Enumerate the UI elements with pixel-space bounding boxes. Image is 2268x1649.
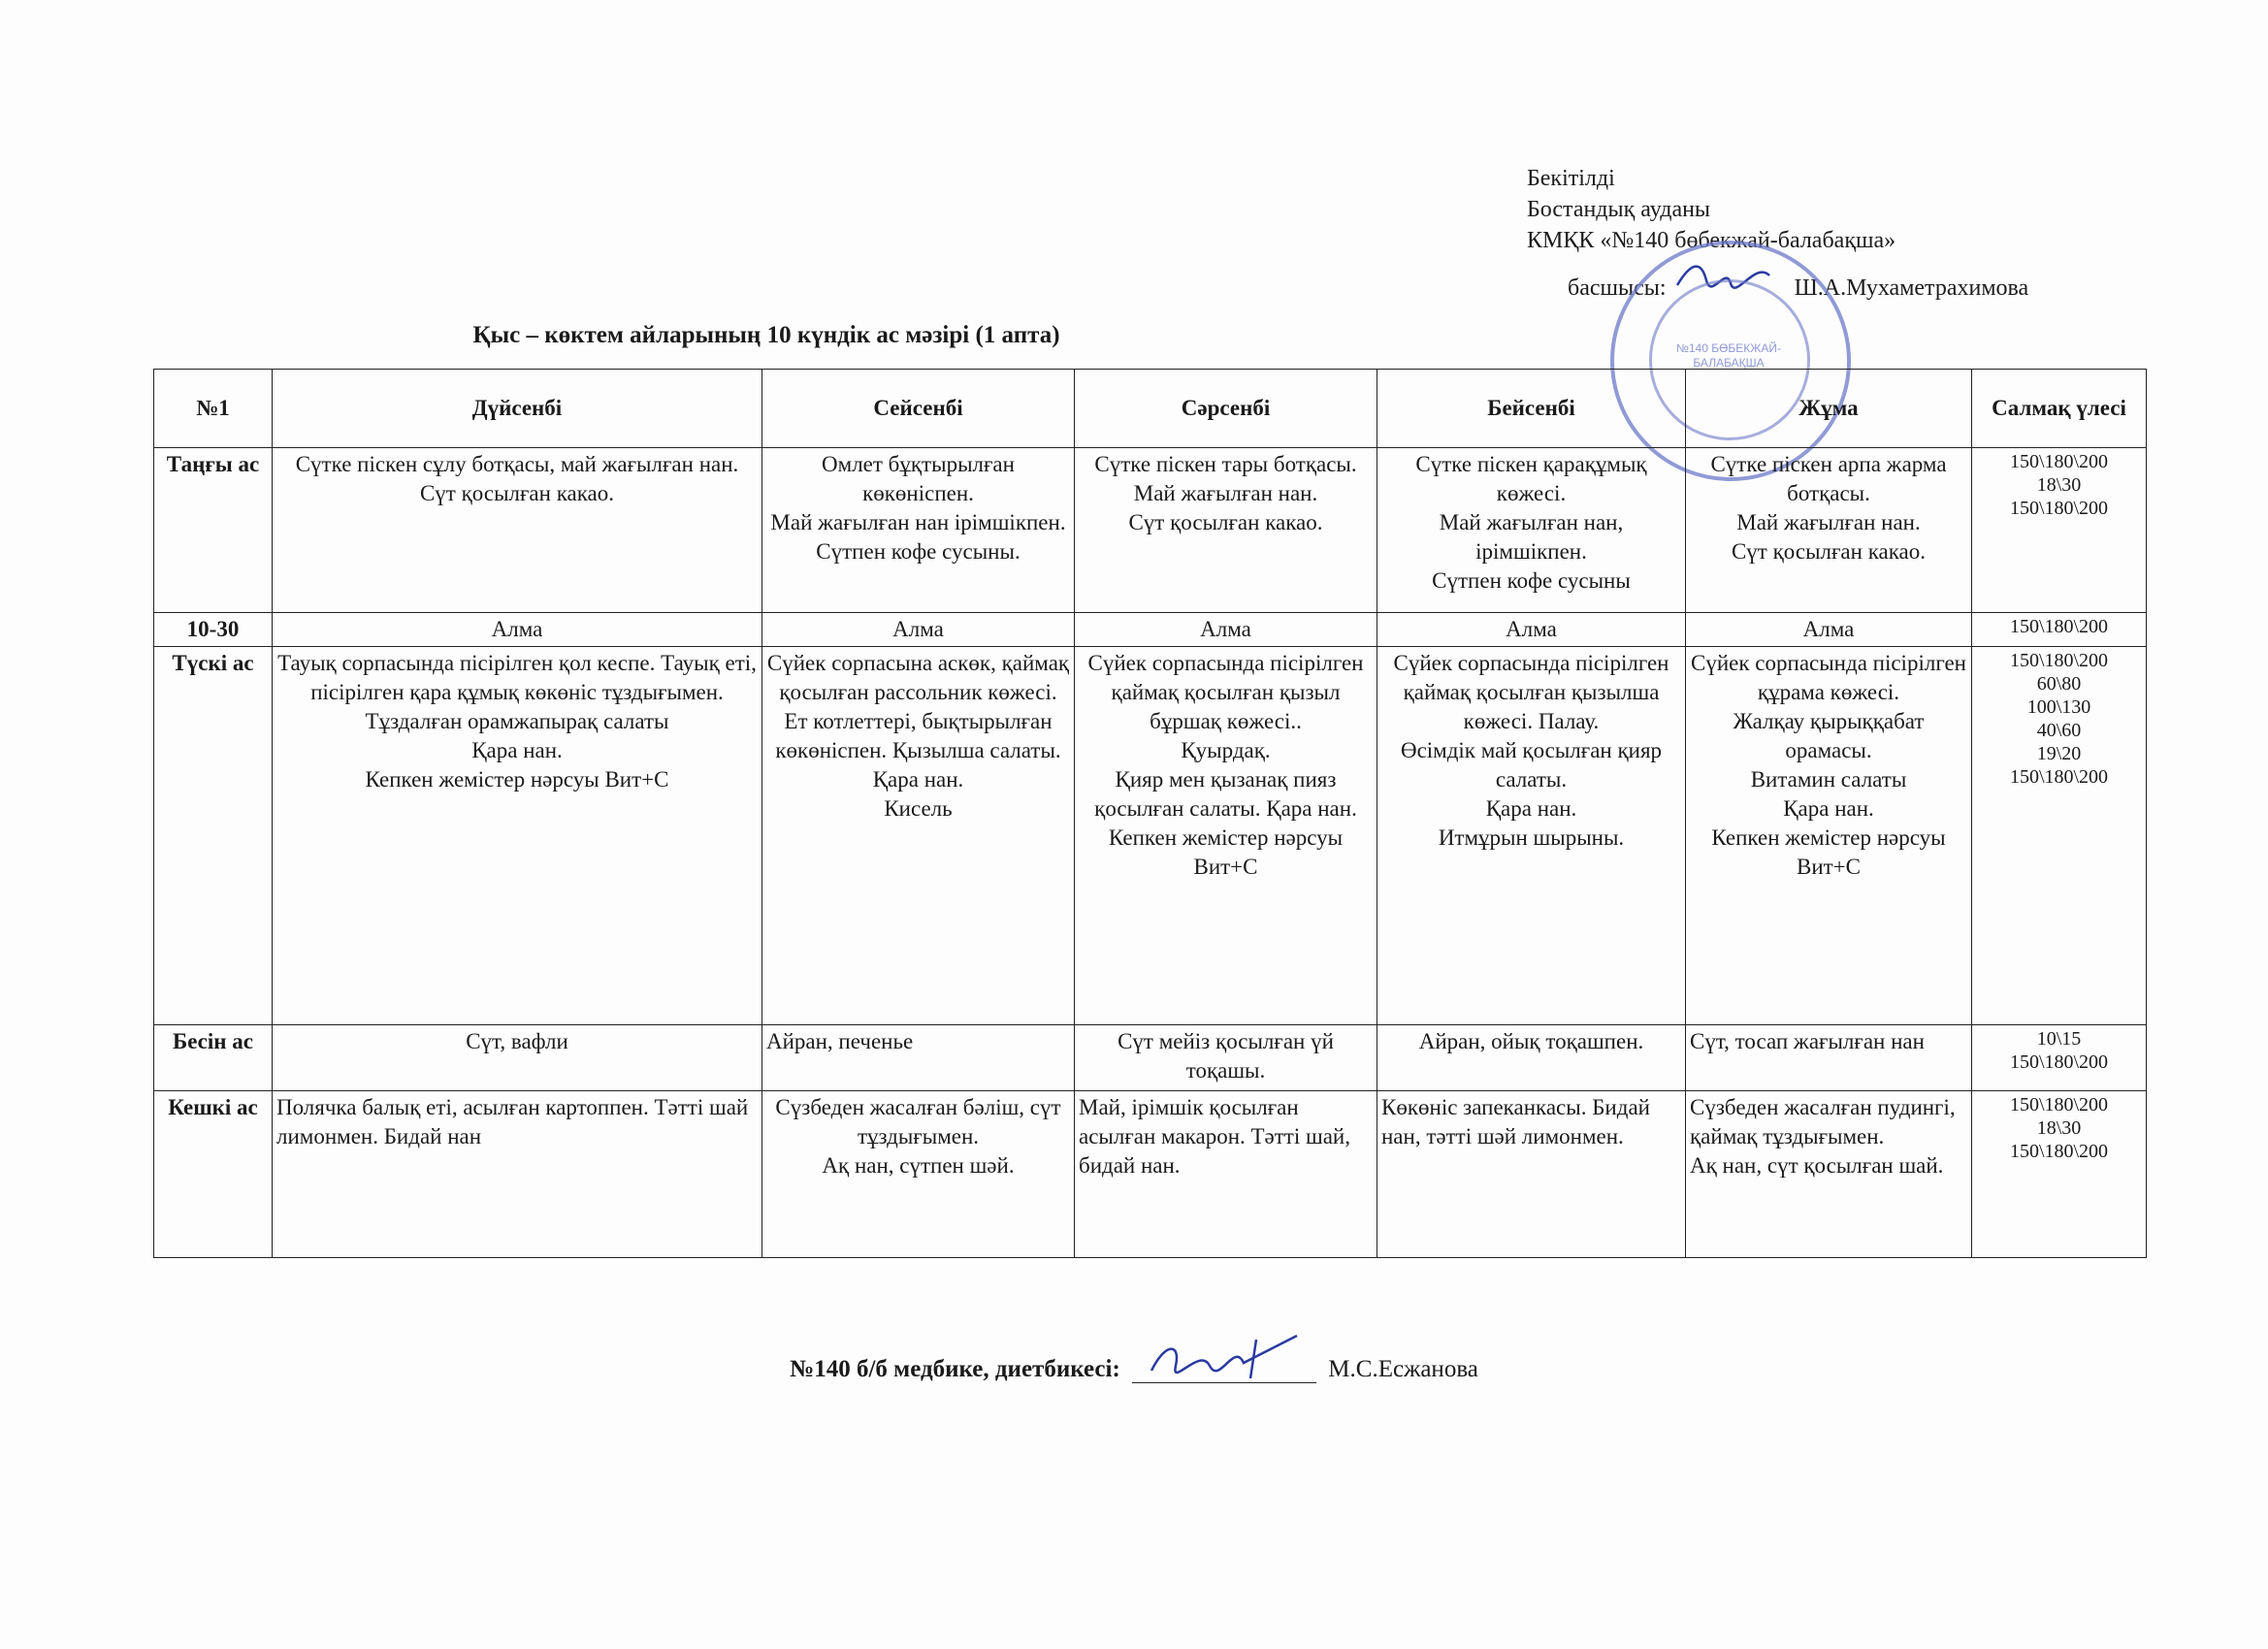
menu-cell: Сүйек сорпасында пісірілген қаймақ қосылған қызылша көжесі. Палау. Өсімдік май қосылған қияр салаты. Қара нан. Итмұрын шырыны. <box>1377 647 1686 1025</box>
menu-cell: Сүтке піскен арпа жарма ботқасы. Май жағылған нан. Сүт қосылған какао. <box>1686 448 1972 613</box>
menu-cell: Алма <box>762 613 1075 647</box>
approval-district: Бостандық ауданы <box>1527 197 1711 222</box>
weight-cell: 150\180\200 60\80 100\130 40\60 19\20 150\180\200 <box>1972 647 2147 1025</box>
weight-cell: 150\180\200 <box>1972 613 2147 647</box>
header-friday: Жұма <box>1686 370 1972 448</box>
director-name: Ш.А.Мухаметрахимова <box>1794 275 2029 301</box>
header-tuesday: Сейсенбі <box>762 370 1075 448</box>
header-weight: Салмақ үлесі <box>1972 370 2147 448</box>
footer-label: №140 б/б медбике, диетбикесі: <box>790 1356 1120 1382</box>
nurse-signature <box>1132 1361 1316 1383</box>
header-wednesday: Сәрсенбі <box>1075 370 1377 448</box>
header-thursday: Бейсенбі <box>1377 370 1686 448</box>
meal-label: Түскі ас <box>154 647 273 1025</box>
menu-cell: Сүзбеден жасалған бәліш, сүт тұздығымен. Ақ нан, сүтпен шәй. <box>762 1091 1075 1258</box>
meal-label: Таңғы ас <box>154 448 273 613</box>
menu-cell: Алма <box>1686 613 1972 647</box>
table-row-breakfast <box>154 448 2147 613</box>
menu-cell: Сүтке піскен қарақұмық көжесі. Май жағылған нан, ірімшікпен. Сүтпен кофе сусыны <box>1377 448 1686 613</box>
menu-cell: Көкөніс запеканкасы. Бидай нан, тәтті шәй лимонмен. <box>1377 1091 1686 1258</box>
menu-table <box>153 369 2147 1258</box>
menu-cell: Сүтке піскен сұлу ботқасы, май жағылған нан. Сүт қосылған какао. <box>273 448 762 613</box>
menu-cell: Алма <box>273 613 762 647</box>
menu-title: Қыс – көктем айларының 10 күндік ас мәзірі (1 апта) <box>472 322 1060 348</box>
menu-cell: Сүт мейіз қосылған үй тоқашы. <box>1075 1025 1377 1091</box>
menu-cell: Сүт, вафли <box>273 1025 762 1091</box>
table-header-row <box>154 370 2147 448</box>
meal-label: Бесін ас <box>154 1025 273 1091</box>
menu-cell: Май, ірімшік қосылған асылған макарон. Тәтті шай, бидай нан. <box>1075 1091 1377 1258</box>
menu-cell: Сүтке піскен тары ботқасы. Май жағылған нан. Сүт қосылған какао. <box>1075 448 1377 613</box>
table-row-lunch <box>154 647 2147 1025</box>
header-monday: Дүйсенбі <box>273 370 762 448</box>
approval-role: басшысы: <box>1568 275 1667 301</box>
weight-cell: 150\180\200 18\30 150\180\200 <box>1972 1091 2147 1258</box>
menu-cell: Омлет бұқтырылған көкөніспен. Май жағылған нан ірімшікпен. Сүтпен кофе сусыны. <box>762 448 1075 613</box>
menu-cell: Алма <box>1377 613 1686 647</box>
table-row-afternoon-snack <box>154 1025 2147 1091</box>
meal-label: 10-30 <box>154 613 273 647</box>
table-row-snack <box>154 613 2147 647</box>
menu-cell: Сүйек сорпасына аскөк, қаймақ қосылған рассольник көжесі. Ет котлеттері, бықтырылған көкөніспен. Қызылша салаты. Қара нан. Кисель <box>762 647 1075 1025</box>
stamp-text: №140 БӨБЕКЖАЙ-БАЛАБАҚША <box>1675 341 1781 370</box>
menu-cell: Тауық сорпасында пісірілген қол кеспе. Тауық еті, пісірілген қара құмық көкөніс тұздығымен. Тұздалған орамжапырақ салаты Қара нан. Кепкен жемістер нәрсуы Вит+С <box>273 647 762 1025</box>
menu-cell: Сүйек сорпасында пісірілген қаймақ қосылған қызыл бұршақ көжесі.. Қуырдақ. Қияр мен қызанақ пияз қосылған салаты. Қара нан. Кепкен жемістер нәрсуы Вит+С <box>1075 647 1377 1025</box>
menu-cell: Айран, ойық тоқашпен. <box>1377 1025 1686 1091</box>
menu-cell: Полячка балық еті, асылған картоппен. Тәтті шай лимонмен. Бидай нан <box>273 1091 762 1258</box>
header-number: №1 <box>154 370 273 448</box>
menu-cell: Сүзбеден жасалған пудингі, қаймақ тұздығымен. Ақ нан, сүт қосылған шай. <box>1686 1091 1972 1258</box>
footer-signature-block <box>0 1356 2268 1383</box>
menu-cell: Айран, печенье <box>762 1025 1075 1091</box>
menu-cell: Алма <box>1075 613 1377 647</box>
meal-label: Кешкі ас <box>154 1091 273 1258</box>
table-row-dinner <box>154 1091 2147 1258</box>
weight-cell: 150\180\200 18\30 150\180\200 <box>1972 448 2147 613</box>
nurse-name: М.С.Есжанова <box>1328 1356 1478 1382</box>
approval-heading: Бекітілді <box>1527 166 1615 191</box>
menu-cell: Сүйек сорпасында пісірілген құрама көжесі. Жалқау қырыққабат орамасы. Витамин салаты Қара нан. Кепкен жемістер нәрсуы Вит+С <box>1686 647 1972 1025</box>
menu-cell: Сүт, тосап жағылған нан <box>1686 1025 1972 1091</box>
weight-cell: 10\15 150\180\200 <box>1972 1025 2147 1091</box>
approval-organization: КМҚК «№140 бөбекжай-балабақша» <box>1527 228 1896 253</box>
